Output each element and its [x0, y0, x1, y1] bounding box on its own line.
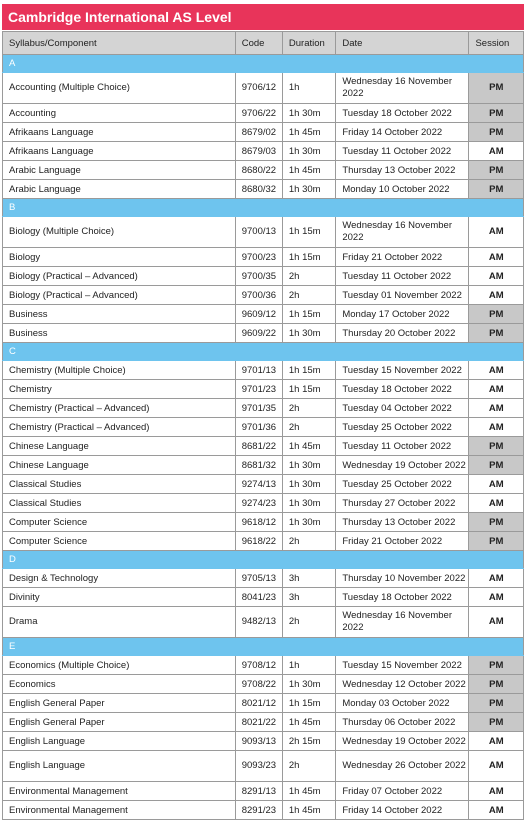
table-row	[3, 607, 524, 638]
cell-session: PM	[469, 437, 524, 456]
cell-code: 9700/35	[235, 267, 282, 286]
cell-duration: 1h 15m	[282, 694, 335, 713]
cell-syllabus: Biology (Practical – Advanced)	[3, 267, 236, 286]
cell-duration: 1h 15m	[282, 217, 335, 248]
header-duration: Duration	[282, 32, 335, 55]
cell-duration: 1h 45m	[282, 437, 335, 456]
table-body	[3, 55, 524, 820]
cell-syllabus: English Language	[3, 732, 236, 751]
cell-code: 9701/36	[235, 418, 282, 437]
cell-session: AM	[469, 361, 524, 380]
cell-session: AM	[469, 475, 524, 494]
cell-session: AM	[469, 494, 524, 513]
cell-session: AM	[469, 267, 524, 286]
cell-code: 9701/35	[235, 399, 282, 418]
cell-code: 9274/23	[235, 494, 282, 513]
cell-date: Wednesday 19 October 2022	[336, 456, 469, 475]
cell-date: Wednesday 26 October 2022	[336, 751, 469, 782]
cell-duration: 1h 30m	[282, 180, 335, 199]
table-row	[3, 494, 524, 513]
cell-duration: 1h 30m	[282, 675, 335, 694]
cell-session: PM	[469, 161, 524, 180]
cell-date: Tuesday 15 November 2022	[336, 656, 469, 675]
cell-session: PM	[469, 123, 524, 142]
table-row	[3, 475, 524, 494]
cell-syllabus: Computer Science	[3, 513, 236, 532]
table-row	[3, 267, 524, 286]
cell-date: Thursday 20 October 2022	[336, 324, 469, 343]
header-code: Code	[235, 32, 282, 55]
section-header-row	[3, 199, 524, 217]
table-row	[3, 380, 524, 399]
cell-duration: 1h 45m	[282, 713, 335, 732]
cell-code: 9701/23	[235, 380, 282, 399]
cell-code: 9705/13	[235, 569, 282, 588]
cell-date: Tuesday 01 November 2022	[336, 286, 469, 305]
page-title: Cambridge International AS Level	[2, 4, 524, 30]
table-row	[3, 324, 524, 343]
header-session: Session	[469, 32, 524, 55]
table-row	[3, 588, 524, 607]
cell-syllabus: English General Paper	[3, 713, 236, 732]
cell-duration: 1h 15m	[282, 380, 335, 399]
cell-syllabus: Chemistry (Multiple Choice)	[3, 361, 236, 380]
table-row	[3, 532, 524, 551]
table-row	[3, 656, 524, 675]
table-row	[3, 713, 524, 732]
cell-session: AM	[469, 399, 524, 418]
cell-duration: 1h 15m	[282, 305, 335, 324]
table-row	[3, 569, 524, 588]
cell-session: PM	[469, 675, 524, 694]
table-row	[3, 456, 524, 475]
cell-syllabus: Design & Technology	[3, 569, 236, 588]
cell-code: 8041/23	[235, 588, 282, 607]
cell-date: Tuesday 11 October 2022	[336, 142, 469, 161]
cell-syllabus: Arabic Language	[3, 180, 236, 199]
cell-date: Tuesday 18 October 2022	[336, 588, 469, 607]
table-row	[3, 675, 524, 694]
cell-session: PM	[469, 324, 524, 343]
cell-date: Tuesday 11 October 2022	[336, 437, 469, 456]
table-row	[3, 694, 524, 713]
header-date: Date	[336, 32, 469, 55]
table-row	[3, 305, 524, 324]
cell-session: AM	[469, 588, 524, 607]
cell-date: Friday 21 October 2022	[336, 248, 469, 267]
table-row	[3, 142, 524, 161]
cell-code: 9618/22	[235, 532, 282, 551]
cell-date: Tuesday 11 October 2022	[336, 267, 469, 286]
table-row	[3, 437, 524, 456]
cell-code: 9609/12	[235, 305, 282, 324]
cell-code: 8021/12	[235, 694, 282, 713]
cell-code: 9618/12	[235, 513, 282, 532]
cell-syllabus: Accounting (Multiple Choice)	[3, 73, 236, 104]
cell-session: AM	[469, 751, 524, 782]
cell-duration: 2h	[282, 607, 335, 638]
cell-date: Tuesday 15 November 2022	[336, 361, 469, 380]
cell-date: Tuesday 25 October 2022	[336, 418, 469, 437]
cell-date: Monday 17 October 2022	[336, 305, 469, 324]
cell-syllabus: Biology	[3, 248, 236, 267]
cell-session: PM	[469, 180, 524, 199]
cell-duration: 1h 45m	[282, 123, 335, 142]
cell-session: AM	[469, 569, 524, 588]
section-letter: E	[3, 638, 524, 656]
cell-session: PM	[469, 305, 524, 324]
cell-duration: 1h 15m	[282, 248, 335, 267]
section-header-row	[3, 551, 524, 569]
cell-duration: 2h	[282, 418, 335, 437]
cell-duration: 1h 45m	[282, 801, 335, 820]
cell-syllabus: Business	[3, 324, 236, 343]
cell-duration: 1h 45m	[282, 782, 335, 801]
table-row	[3, 180, 524, 199]
cell-date: Thursday 27 October 2022	[336, 494, 469, 513]
table-row	[3, 123, 524, 142]
cell-duration: 1h	[282, 656, 335, 675]
cell-syllabus: Chemistry	[3, 380, 236, 399]
cell-duration: 1h 30m	[282, 494, 335, 513]
cell-code: 9706/22	[235, 104, 282, 123]
cell-syllabus: Business	[3, 305, 236, 324]
cell-code: 9700/36	[235, 286, 282, 305]
table-row	[3, 418, 524, 437]
cell-syllabus: English General Paper	[3, 694, 236, 713]
cell-code: 8681/32	[235, 456, 282, 475]
header-syllabus: Syllabus/Component	[3, 32, 236, 55]
cell-session: AM	[469, 732, 524, 751]
cell-duration: 2h	[282, 532, 335, 551]
cell-code: 9700/13	[235, 217, 282, 248]
cell-syllabus: Environmental Management	[3, 801, 236, 820]
cell-code: 9482/13	[235, 607, 282, 638]
table-row	[3, 73, 524, 104]
cell-session: PM	[469, 656, 524, 675]
table-row	[3, 248, 524, 267]
cell-code: 8680/32	[235, 180, 282, 199]
cell-syllabus: Environmental Management	[3, 782, 236, 801]
table-row	[3, 161, 524, 180]
cell-syllabus: English Language	[3, 751, 236, 782]
table-row	[3, 513, 524, 532]
cell-duration: 1h 30m	[282, 513, 335, 532]
cell-date: Thursday 10 November 2022	[336, 569, 469, 588]
cell-syllabus: Computer Science	[3, 532, 236, 551]
cell-date: Monday 03 October 2022	[336, 694, 469, 713]
cell-session: AM	[469, 248, 524, 267]
cell-date: Thursday 13 October 2022	[336, 161, 469, 180]
cell-session: PM	[469, 694, 524, 713]
cell-session: AM	[469, 286, 524, 305]
section-letter: D	[3, 551, 524, 569]
cell-date: Wednesday 16 November 2022	[336, 73, 469, 104]
cell-date: Wednesday 12 October 2022	[336, 675, 469, 694]
cell-date: Tuesday 25 October 2022	[336, 475, 469, 494]
cell-duration: 1h	[282, 73, 335, 104]
cell-code: 9093/13	[235, 732, 282, 751]
cell-syllabus: Classical Studies	[3, 475, 236, 494]
table-row	[3, 104, 524, 123]
cell-code: 8291/13	[235, 782, 282, 801]
cell-duration: 2h	[282, 267, 335, 286]
cell-duration: 1h 30m	[282, 324, 335, 343]
cell-duration: 1h 15m	[282, 361, 335, 380]
cell-session: AM	[469, 782, 524, 801]
cell-duration: 2h	[282, 286, 335, 305]
cell-code: 9700/23	[235, 248, 282, 267]
cell-syllabus: Economics (Multiple Choice)	[3, 656, 236, 675]
cell-syllabus: Drama	[3, 607, 236, 638]
table-header-row	[3, 32, 524, 55]
cell-syllabus: Afrikaans Language	[3, 123, 236, 142]
cell-syllabus: Arabic Language	[3, 161, 236, 180]
cell-session: AM	[469, 607, 524, 638]
cell-duration: 3h	[282, 569, 335, 588]
cell-duration: 1h 30m	[282, 456, 335, 475]
cell-syllabus: Afrikaans Language	[3, 142, 236, 161]
cell-syllabus: Accounting	[3, 104, 236, 123]
cell-session: PM	[469, 713, 524, 732]
cell-syllabus: Chinese Language	[3, 456, 236, 475]
cell-duration: 2h 15m	[282, 732, 335, 751]
cell-date: Friday 21 October 2022	[336, 532, 469, 551]
table-row	[3, 782, 524, 801]
cell-date: Wednesday 19 October 2022	[336, 732, 469, 751]
cell-duration: 3h	[282, 588, 335, 607]
section-letter: A	[3, 55, 524, 73]
table-row	[3, 732, 524, 751]
cell-code: 8681/22	[235, 437, 282, 456]
cell-code: 9609/22	[235, 324, 282, 343]
cell-date: Friday 14 October 2022	[336, 123, 469, 142]
cell-date: Wednesday 16 November 2022	[336, 607, 469, 638]
cell-date: Thursday 13 October 2022	[336, 513, 469, 532]
cell-code: 9708/12	[235, 656, 282, 675]
cell-date: Friday 07 October 2022	[336, 782, 469, 801]
cell-code: 8680/22	[235, 161, 282, 180]
section-letter: C	[3, 343, 524, 361]
table-row	[3, 751, 524, 782]
cell-code: 9093/23	[235, 751, 282, 782]
cell-session: PM	[469, 456, 524, 475]
cell-syllabus: Biology (Multiple Choice)	[3, 217, 236, 248]
cell-session: AM	[469, 801, 524, 820]
cell-code: 8291/23	[235, 801, 282, 820]
section-header-row	[3, 343, 524, 361]
cell-code: 9708/22	[235, 675, 282, 694]
section-header-row	[3, 638, 524, 656]
cell-date: Monday 10 October 2022	[336, 180, 469, 199]
cell-session: PM	[469, 513, 524, 532]
cell-date: Friday 14 October 2022	[336, 801, 469, 820]
table-row	[3, 361, 524, 380]
cell-syllabus: Biology (Practical – Advanced)	[3, 286, 236, 305]
cell-code: 9274/13	[235, 475, 282, 494]
cell-duration: 1h 30m	[282, 142, 335, 161]
cell-syllabus: Chemistry (Practical – Advanced)	[3, 399, 236, 418]
cell-code: 8679/03	[235, 142, 282, 161]
cell-syllabus: Divinity	[3, 588, 236, 607]
cell-session: AM	[469, 142, 524, 161]
cell-date: Tuesday 18 October 2022	[336, 380, 469, 399]
section-letter: B	[3, 199, 524, 217]
cell-code: 8679/02	[235, 123, 282, 142]
cell-session: AM	[469, 380, 524, 399]
cell-duration: 2h	[282, 399, 335, 418]
cell-syllabus: Classical Studies	[3, 494, 236, 513]
cell-duration: 1h 45m	[282, 161, 335, 180]
cell-session: AM	[469, 418, 524, 437]
table-row	[3, 399, 524, 418]
table-row	[3, 801, 524, 820]
cell-duration: 1h 30m	[282, 475, 335, 494]
cell-code: 9701/13	[235, 361, 282, 380]
cell-duration: 2h	[282, 751, 335, 782]
cell-code: 9706/12	[235, 73, 282, 104]
cell-session: PM	[469, 104, 524, 123]
cell-date: Thursday 06 October 2022	[336, 713, 469, 732]
table-row	[3, 286, 524, 305]
cell-syllabus: Economics	[3, 675, 236, 694]
exam-timetable	[2, 31, 524, 820]
cell-syllabus: Chemistry (Practical – Advanced)	[3, 418, 236, 437]
cell-code: 8021/22	[235, 713, 282, 732]
section-header-row	[3, 55, 524, 73]
table-row	[3, 217, 524, 248]
cell-session: AM	[469, 217, 524, 248]
cell-duration: 1h 30m	[282, 104, 335, 123]
cell-date: Wednesday 16 November 2022	[336, 217, 469, 248]
cell-syllabus: Chinese Language	[3, 437, 236, 456]
cell-session: PM	[469, 532, 524, 551]
cell-session: PM	[469, 73, 524, 104]
cell-date: Tuesday 04 October 2022	[336, 399, 469, 418]
cell-date: Tuesday 18 October 2022	[336, 104, 469, 123]
